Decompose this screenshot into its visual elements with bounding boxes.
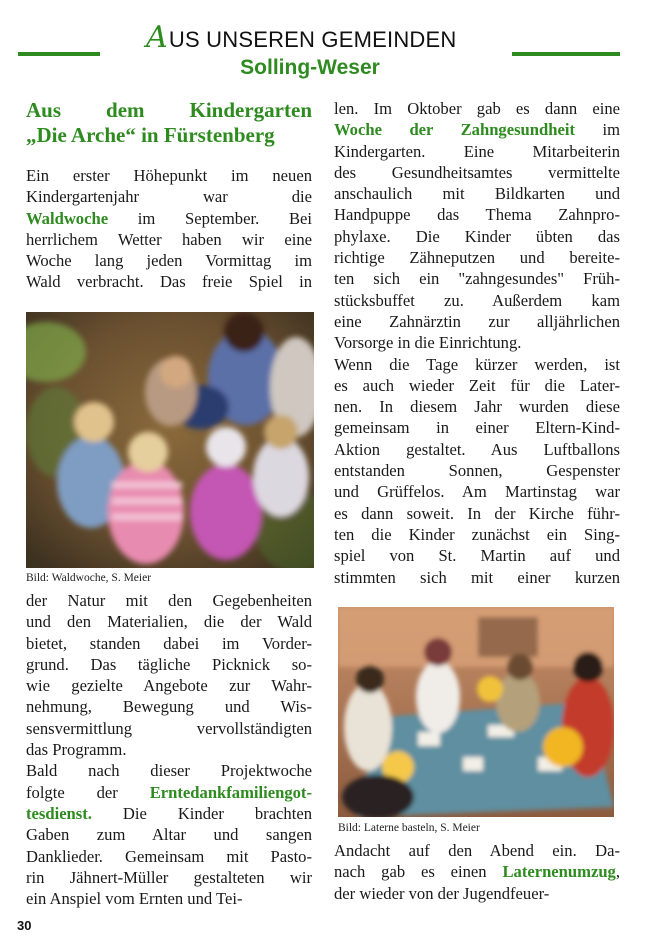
column-1-bottom-text <box>26 590 312 909</box>
text-line: gemeinsam in einer Eltern-Kind- <box>334 418 620 438</box>
highlighted-term: Woche der Zahngesundheit <box>334 120 575 140</box>
photo-forest-week <box>26 312 314 568</box>
text-line: Handpuppe das Thema Zahnpro- <box>334 205 620 225</box>
article-title-line-2: „Die Arche“ in Fürstenberg <box>26 123 275 147</box>
text-line: nehmung, Bewegung und Wis- <box>26 697 312 717</box>
text-line <box>26 782 312 803</box>
text-line: richtige Zähneputzen und bereite- <box>334 248 620 268</box>
text-line <box>334 861 620 882</box>
text-line: sensvermittlung vervollständigten <box>26 718 312 738</box>
text-line: Kindergartenjahr war die <box>26 187 312 207</box>
text-segment: , <box>615 862 620 882</box>
text-line <box>26 803 312 824</box>
text-line: ein Anspiel vom Ernten und Tei- <box>26 889 243 909</box>
text-line: Vorsorge in die Einrichtung. <box>334 333 522 353</box>
text-segment: Die Kinder brachten <box>91 803 312 823</box>
text-line: und Grüffelos. Am Martinstag war <box>334 482 620 502</box>
section-subtitle: Solling-Weser <box>240 56 380 79</box>
text-line: der wieder von der Jugendfeuer- <box>334 883 550 903</box>
section-title-rest: US UNSEREN GEMEINDEN <box>168 27 457 52</box>
text-line: ten sich ein "zahngesundes" Früh- <box>334 269 620 289</box>
text-line: das Programm. <box>26 740 127 760</box>
text-line: Gaben zum Altar und sangen <box>26 825 312 845</box>
text-line: Wald verbracht. Das freie Spiel in <box>26 272 312 292</box>
highlighted-term: Laternenumzug <box>502 862 616 882</box>
text-line: ten die Kinder zunächst ein Sing- <box>334 524 620 544</box>
highlighted-term: Erntedankfamiliengot- <box>149 782 312 802</box>
column-2-bottom-text <box>334 840 620 904</box>
text-line: Wenn die Tage kürzer werden, ist <box>334 354 620 374</box>
text-line: Danklieder. Gemeinsam mit Pasto- <box>26 846 312 866</box>
section-title-initial: A <box>146 20 168 55</box>
text-line: Woche lang jeden Vormittag im <box>26 251 312 271</box>
text-line: phylaxe. Die Kinder übten das <box>334 226 620 246</box>
text-line: es dann soweit. In der Kirche führ- <box>334 503 620 523</box>
text-line: rin Jähnert-Müller gestalteten wir <box>26 867 312 887</box>
text-segment: folgte der <box>26 782 150 802</box>
photo-caption-forest-week: Bild: Waldwoche, S. Meier <box>26 572 152 584</box>
text-line: stimmten sich mit einer kurzen <box>334 567 620 587</box>
header-rule-left <box>18 52 100 56</box>
text-line <box>334 119 620 140</box>
text-line: anschaulich mit Bildkarten und <box>334 184 620 204</box>
text-line: wie gezielte Angebote zur Wahr- <box>26 676 312 696</box>
text-line: Bald nach dieser Projektwoche <box>26 761 312 781</box>
text-line: stücksbuffet zu. Außerdem kam <box>334 290 620 310</box>
text-line <box>26 208 312 229</box>
text-line: len. Im Oktober gab es dann eine <box>334 99 620 118</box>
text-segment: im <box>574 120 620 140</box>
photo-lantern-crafting <box>338 607 614 817</box>
text-line: bietet, standen dabei im Vorder- <box>26 633 312 653</box>
page-number: 30 <box>17 918 32 933</box>
photo-caption-lantern-crafting: Bild: Laterne basteln, S. Meier <box>338 822 480 834</box>
text-line: nen. In diesem Jahr wurden diese <box>334 397 620 417</box>
article-title <box>26 98 312 148</box>
column-1-top-text <box>26 165 312 293</box>
text-line: und den Materialien, die der Wald <box>26 612 312 632</box>
article-title-line-1: Aus dem Kindergarten <box>26 98 312 122</box>
text-line: Aktion gestaltet. Aus Luftballons <box>334 439 620 459</box>
text-segment: im September. Bei <box>108 208 312 228</box>
section-title <box>146 20 476 55</box>
highlighted-term: Waldwoche <box>26 208 109 228</box>
highlighted-term: tesdienst. <box>26 803 92 823</box>
text-segment: nach gab es einen <box>334 862 503 882</box>
text-line: Kindergarten. Eine Mitarbeiterin <box>334 141 620 161</box>
text-line: grund. Das tägliche Picknick so- <box>26 654 312 674</box>
text-line: herrlichem Wetter haben wir eine <box>26 229 312 249</box>
text-line: des Gesundheitsamtes vermittelte <box>334 162 620 182</box>
column-2-top-text <box>334 98 620 588</box>
text-line: spiel von St. Martin auf und <box>334 546 620 566</box>
text-line: eine Zahnärztin zur alljährlichen <box>334 311 620 331</box>
text-line: es auch wieder Zeit für die Later- <box>334 375 620 395</box>
text-line: der Natur mit den Gegebenheiten <box>26 591 312 610</box>
text-line: Andacht auf den Abend ein. Da- <box>334 841 620 860</box>
text-line: entstanden Sonnen, Gespenster <box>334 461 620 481</box>
header-rule-right <box>512 52 620 56</box>
text-line: Ein erster Höhepunkt im neuen <box>26 166 312 185</box>
